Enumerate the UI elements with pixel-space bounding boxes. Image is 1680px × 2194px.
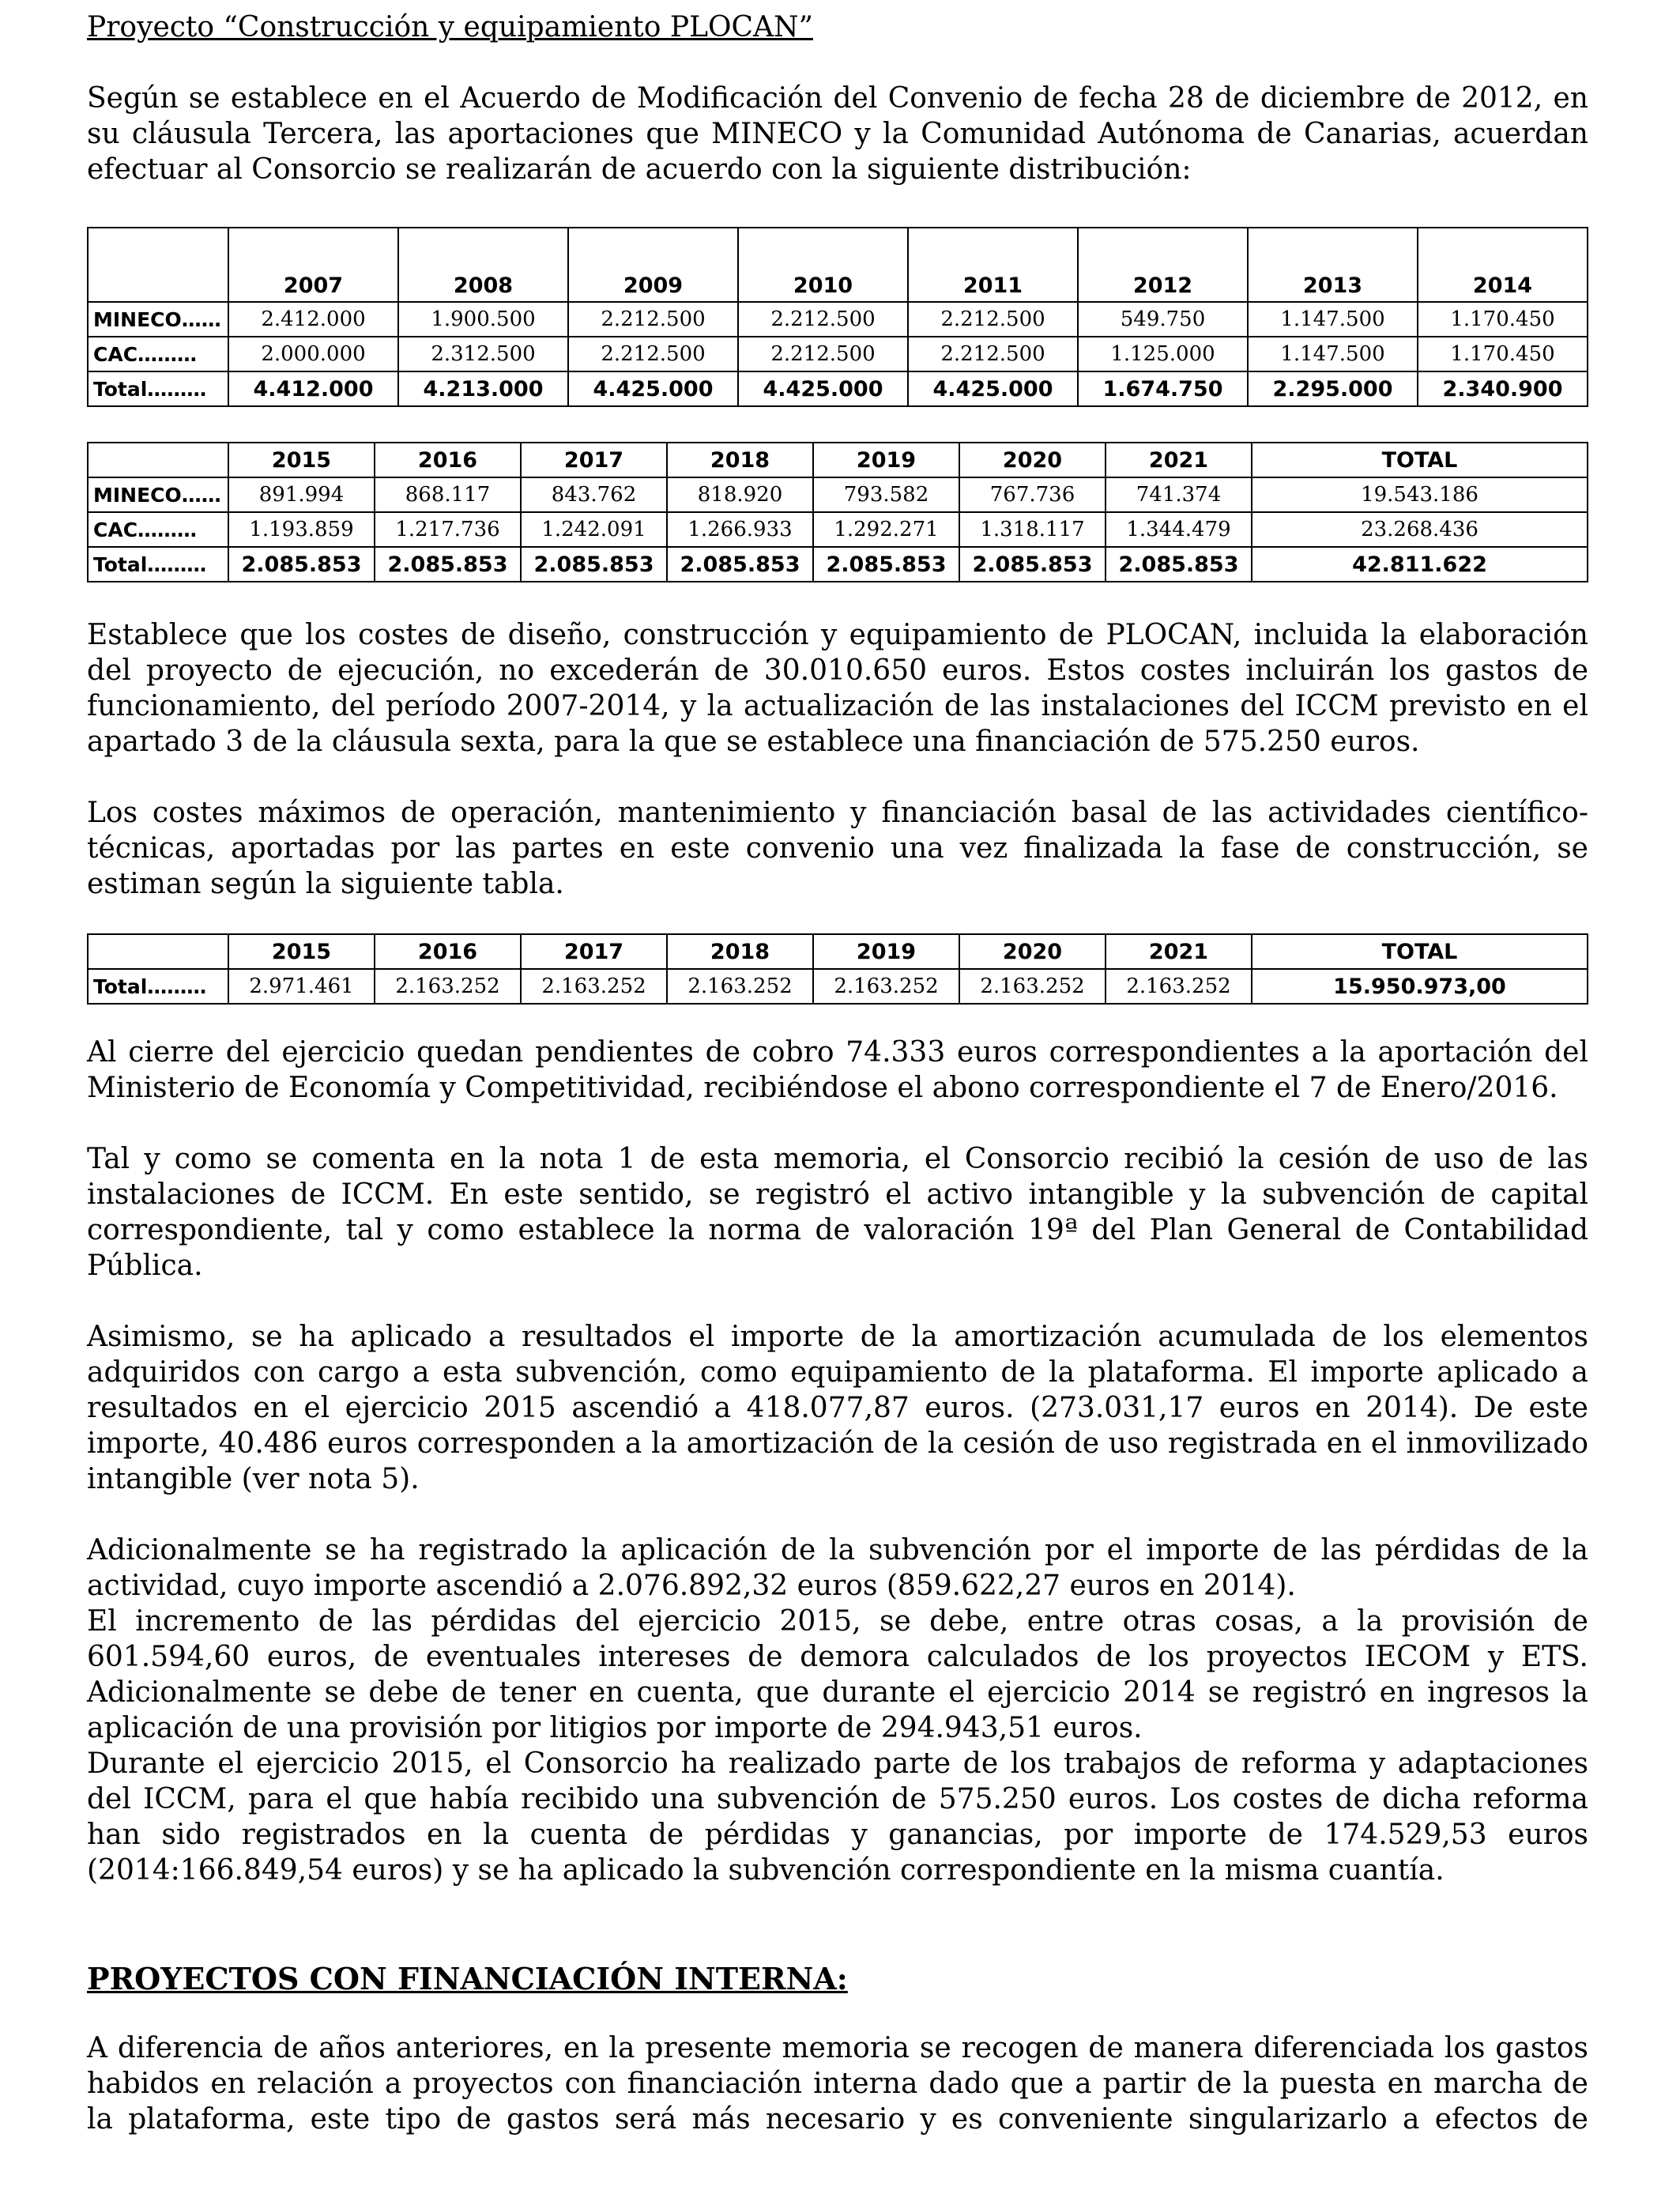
table-cell: 2.085.853: [667, 547, 813, 582]
year-header: 2019: [813, 934, 959, 969]
table-cell: 2.085.853: [521, 547, 667, 582]
year-header: 2008: [398, 228, 568, 302]
table-cell: 1.292.271: [813, 512, 959, 547]
paragraph-financiacion-interna: A diferencia de años anteriores, en la presente memoria se recogen de manera diferenciada los gastos habidos en relación a proyectos con financiación interna dado que a partir de la puesta en marcha de la plataforma, este tipo de gastos será más necesario y es conveniente singularizarlo a efectos de: [87, 2032, 1588, 2136]
year-header: 2017: [521, 443, 667, 477]
table-corner: [88, 443, 228, 477]
table-cell: 2.000.000: [228, 337, 398, 371]
table-cell: 4.425.000: [568, 371, 738, 406]
table-cell: 2.212.500: [738, 302, 908, 337]
table-cell: 2.212.500: [568, 302, 738, 337]
table-cell: 2.212.500: [568, 337, 738, 371]
table-cell: 767.736: [959, 477, 1106, 512]
table-cell: 1.170.450: [1418, 302, 1588, 337]
table-cell: 1.125.000: [1078, 337, 1248, 371]
table-cell: 2.163.252: [667, 969, 813, 1004]
table-row: [88, 512, 1588, 547]
table-cell: 23.268.436: [1252, 512, 1588, 547]
contributions-table-2015-2021: [87, 442, 1588, 582]
table-cell: 2.163.252: [813, 969, 959, 1004]
table-cell: 2.085.853: [813, 547, 959, 582]
table-cell: 1.318.117: [959, 512, 1106, 547]
table-cell: 2.340.900: [1418, 371, 1588, 406]
paragraph-incremento-perdidas: El incremento de las pérdidas del ejercicio 2015, se debe, entre otras cosas, a la provisión de 601.594,60 euros, de eventuales intereses de demora calculados de los proyectos IECOM y ETS. Adicionalmente se debe de tener en cuenta, que durante el ejercicio 2014 se registró en ingresos la aplicación de una provisión por litigios por importe de 294.943,51 euros.: [87, 1605, 1588, 1744]
table-cell: 1.217.736: [375, 512, 521, 547]
table-row: [88, 477, 1588, 512]
row-label: CAC………: [88, 337, 228, 371]
year-header: 2014: [1418, 228, 1588, 302]
table-cell: 4.213.000: [398, 371, 568, 406]
table-cell: 549.750: [1078, 302, 1248, 337]
table-cell: 1.170.450: [1418, 337, 1588, 371]
table-cell: 2.971.461: [228, 969, 375, 1004]
table-cell: 2.212.500: [738, 337, 908, 371]
table-corner: [88, 934, 228, 969]
year-header: 2007: [228, 228, 398, 302]
year-header: 2017: [521, 934, 667, 969]
table-cell: 1.674.750: [1078, 371, 1248, 406]
year-header: 2021: [1106, 443, 1252, 477]
year-header: 2016: [375, 934, 521, 969]
paragraph-costes-diseno: Establece que los costes de diseño, construcción y equipamiento de PLOCAN, incluida la elaboración del proyecto de ejecución, no excederán de 30.010.650 euros. Estos costes incluirán los gastos de funcionamiento, del período 2007-2014, y la actualización de las instalaciones del ICCM previsto en el apartado 3 de la cláusula sexta, para la que se establece una financiación de 575.250 euros.: [87, 619, 1588, 758]
total-header: TOTAL: [1252, 443, 1588, 477]
table-cell: 793.582: [813, 477, 959, 512]
operation-costs-table: [87, 933, 1588, 1005]
table-cell: 2.085.853: [228, 547, 375, 582]
table-cell: 1.242.091: [521, 512, 667, 547]
table-cell: 2.163.252: [375, 969, 521, 1004]
year-header: 2020: [959, 934, 1106, 969]
table-cell: 2.212.500: [908, 302, 1078, 337]
table-cell: 1.147.500: [1248, 337, 1418, 371]
table-cell: 2.295.000: [1248, 371, 1418, 406]
table-cell: 2.412.000: [228, 302, 398, 337]
paragraph-cesion-uso: Tal y como se comenta en la nota 1 de esta memoria, el Consorcio recibió la cesión de uso de las instalaciones de ICCM. En este sentido, se registró el activo intangible y la subvención de capital correspondiente, tal y como establece la norma de valoración 19ª del Plan General de Contabilidad Pública.: [87, 1143, 1588, 1282]
table-cell: 2.085.853: [959, 547, 1106, 582]
table-cell: 2.312.500: [398, 337, 568, 371]
table-cell: 4.412.000: [228, 371, 398, 406]
year-header: 2009: [568, 228, 738, 302]
table-cell: 1.344.479: [1106, 512, 1252, 547]
document-page: [87, 9, 1588, 2137]
paragraph-costes-maximos: Los costes máximos de operación, mantenimiento y financiación basal de las actividades científico-técnicas, aportadas por las partes en este convenio una vez finalizada la fase de construcción, se estiman según la siguiente tabla.: [87, 797, 1588, 900]
table-cell: 2.212.500: [908, 337, 1078, 371]
table-row: [88, 547, 1588, 582]
table-cell: 2.163.252: [1106, 969, 1252, 1004]
table-cell: 19.543.186: [1252, 477, 1588, 512]
project-title: Proyecto “Construcción y equipamiento PLOCAN”: [87, 11, 813, 43]
year-header: 2018: [667, 443, 813, 477]
year-header: 2010: [738, 228, 908, 302]
table-cell: 2.163.252: [959, 969, 1106, 1004]
row-label: Total………: [88, 969, 228, 1004]
table-corner: [88, 228, 228, 302]
year-header: 2016: [375, 443, 521, 477]
paragraph-pendientes-cobro: Al cierre del ejercicio quedan pendientes de cobro 74.333 euros correspondientes a la aportación del Ministerio de Economía y Competitividad, recibiéndose el abono correspondiente el 7 de Enero/2016.: [87, 1036, 1588, 1104]
row-label: MINECO……: [88, 302, 228, 337]
table-cell: 4.425.000: [908, 371, 1078, 406]
year-header: 2021: [1106, 934, 1252, 969]
table-row: [88, 337, 1588, 371]
total-header: TOTAL: [1252, 934, 1588, 969]
table-row: [88, 302, 1588, 337]
intro-paragraph: Según se establece en el Acuerdo de Modificación del Convenio de fecha 28 de diciembre de 2012, en su cláusula Tercera, las aportaciones que MINECO y la Comunidad Autónoma de Canarias, acuerdan efectuar al Consorcio se realizarán de acuerdo con la siguiente distribución:: [87, 82, 1588, 186]
table-cell: 42.811.622: [1252, 547, 1588, 582]
table-cell: 2.085.853: [375, 547, 521, 582]
year-header: 2011: [908, 228, 1078, 302]
table-cell: 1.266.933: [667, 512, 813, 547]
paragraph-subvencion-perdidas: Adicionalmente se ha registrado la aplicación de la subvención por el importe de las pérdidas de la actividad, cuyo importe ascendió a 2.076.892,32 euros (859.622,27 euros en 2014).: [87, 1534, 1588, 1602]
section-heading: PROYECTOS CON FINANCIACIÓN INTERNA:: [87, 1961, 848, 1996]
year-header: 2020: [959, 443, 1106, 477]
year-header: 2018: [667, 934, 813, 969]
table-cell: 2.163.252: [521, 969, 667, 1004]
year-header: 2012: [1078, 228, 1248, 302]
row-label: Total………: [88, 371, 228, 406]
table-row: [88, 969, 1588, 1004]
row-label: CAC………: [88, 512, 228, 547]
year-header: 2013: [1248, 228, 1418, 302]
year-header: 2015: [228, 934, 375, 969]
row-label: Total………: [88, 547, 228, 582]
table-cell: 15.950.973,00: [1252, 969, 1588, 1004]
row-label: MINECO……: [88, 477, 228, 512]
contributions-table-2007-2014: [87, 227, 1588, 407]
table-cell: 1.147.500: [1248, 302, 1418, 337]
paragraph-reforma-iccm: Durante el ejercicio 2015, el Consorcio ha realizado parte de los trabajos de reforma y adaptaciones del ICCM, para el que había recibido una subvención de 575.250 euros. Los costes de dicha reforma han sido registrados en la cuenta de pérdidas y ganancias, por importe de 174.529,53 euros (2014:166.849,54 euros) y se ha aplicado la subvención correspondiente en la misma cuantía.: [87, 1747, 1588, 1887]
table-row: [88, 371, 1588, 406]
year-header: 2019: [813, 443, 959, 477]
table-cell: 741.374: [1106, 477, 1252, 512]
table-cell: 1.900.500: [398, 302, 568, 337]
year-header: 2015: [228, 443, 375, 477]
table-cell: 1.193.859: [228, 512, 375, 547]
table-cell: 843.762: [521, 477, 667, 512]
table-cell: 818.920: [667, 477, 813, 512]
table-cell: 4.425.000: [738, 371, 908, 406]
table-cell: 891.994: [228, 477, 375, 512]
table-cell: 2.085.853: [1106, 547, 1252, 582]
paragraph-amortizacion: Asimismo, se ha aplicado a resultados el importe de la amortización acumulada de los elementos adquiridos con cargo a esta subvención, como equipamiento de la plataforma. El importe aplicado a resultados en el ejercicio 2015 ascendió a 418.077,87 euros. (273.031,17 euros en 2014). De este importe, 40.486 euros corresponden a la amortización de la cesión de uso registrada en el inmovilizado intangible (ver nota 5).: [87, 1321, 1588, 1495]
table-cell: 868.117: [375, 477, 521, 512]
